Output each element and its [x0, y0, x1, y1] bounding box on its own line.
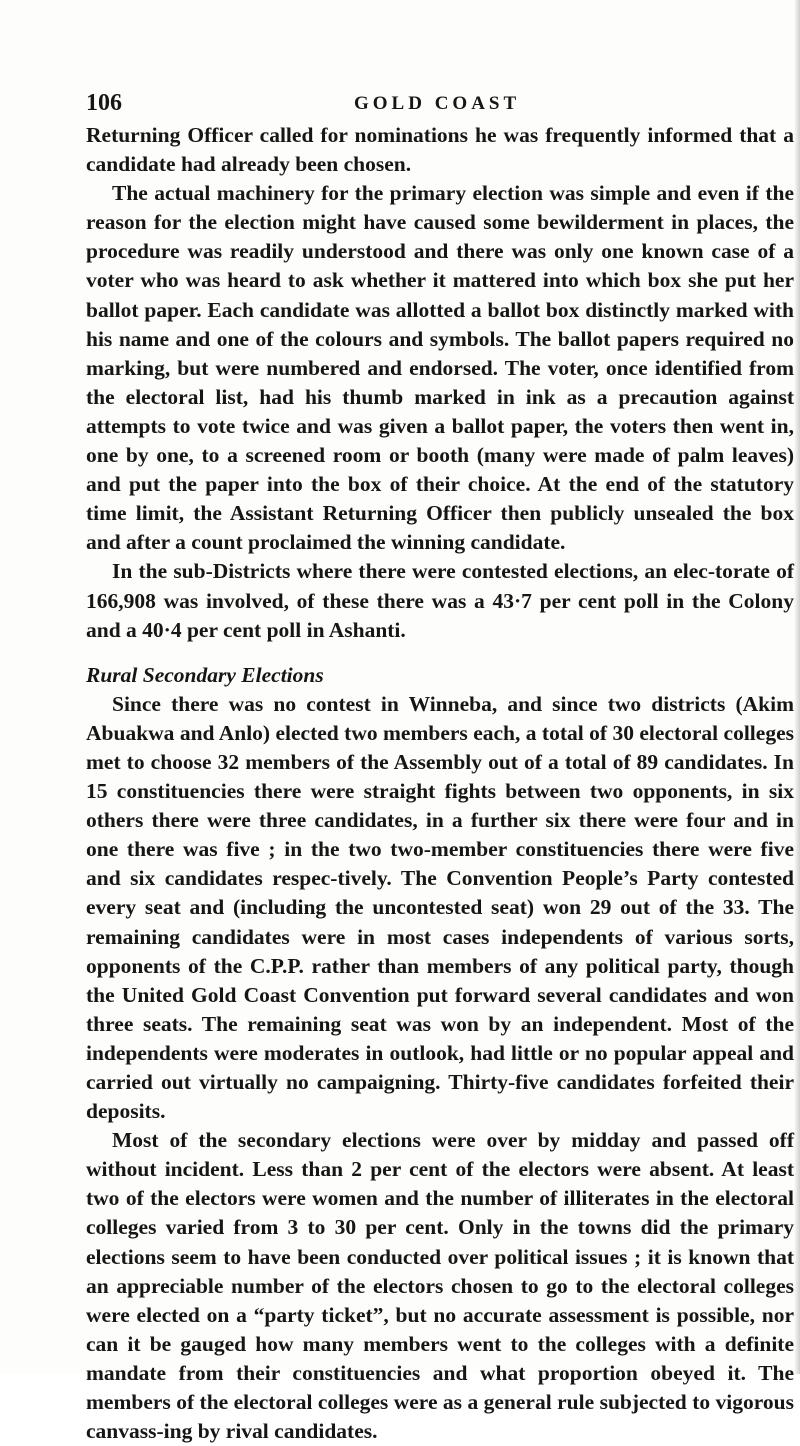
running-head: GOLD COAST [354, 93, 521, 114]
paragraph-electoral-colleges: Since there was no contest in Winneba, and since two districts (Akim Abuakwa and Anlo) elected two members each, a total of 30 electoral colleges met to choose 32 members of the Assembly out of a total of 89 candidates. In 15 constituencies there were straight fights between two opponents, in six others there were three candidates, in a further six there were four and in one there was five ; in the two two-member constituencies there were five and six candidates respec-tively. The Convention People’s Party contested every seat and (including the uncontested seat) won 29 out of the 33. The remaining candidates were in most cases independents of various sorts, opponents of the C.P.P. rather than members of any political party, though the United Gold Coast Convention put forward several candidates and won three seats. The remaining seat was won by an independent. Most of the independents were moderates in outlook, had little or no popular appeal and carried out virtually no campaigning. Thirty-five candidates forfeited their deposits. [86, 691, 794, 1124]
section-heading: Rural Secondary Elections [86, 662, 324, 687]
page-body [86, 121, 794, 1446]
paragraph-electorate: In the sub-Districts where there were contested elections, an elec-torate of 166,908 was involved, of these there was a 43·7 per cent poll in the Colony and a 40·4 per cent poll in Ashanti. [86, 559, 794, 642]
page-header [86, 88, 790, 120]
paragraph-primary-machinery: The actual machinery for the primary election was simple and even if the reason for the election might have caused some bewilderment in places, the procedure was readily understood and there was only one known case of a voter who was heard to ask whether it mattered into which box she put her ballot paper. Each candidate was allotted a ballot box distinctly marked with his name and one of the colours and symbols. The ballot papers required no marking, but were numbered and endorsed. The voter, once identified from the electoral list, had his thumb marked in ink as a precaution against attempts to vote twice and was given a ballot paper, the voters then went in, one by one, to a screened room or booth (many were made of palm leaves) and put the paper into the box of their choice. At the end of the statutory time limit, the Assistant Returning Officer then publicly unsealed the box and after a count proclaimed the winning candidate. [86, 181, 794, 555]
paragraph-secondary-elections: Most of the secondary elections were over by midday and passed off without incident. Less than 2 per cent of the electors were absent. At least two of the electors were women and the number of illiterates in the electoral colleges varied from 3 to 30 per cent. Only in the towns did the primary elections seem to have been conducted over political issues ; it is known that an appreciable number of the electors chosen to go to the electoral colleges were elected on a “party ticket”, but no accurate assessment is possible, nor can it be gauged how many members went to the colleges with a definite mandate from their constituencies and what proportion obeyed it. The members of the electoral colleges were as a general rule subjected to vigorous canvass-ing by rival candidates. [86, 1128, 794, 1444]
page-number: 106 [86, 90, 122, 116]
page-edge-shadow [794, 0, 800, 1374]
paragraph-continued: Returning Officer called for nominations he was frequently informed that a candidate had already been chosen. [86, 123, 794, 177]
